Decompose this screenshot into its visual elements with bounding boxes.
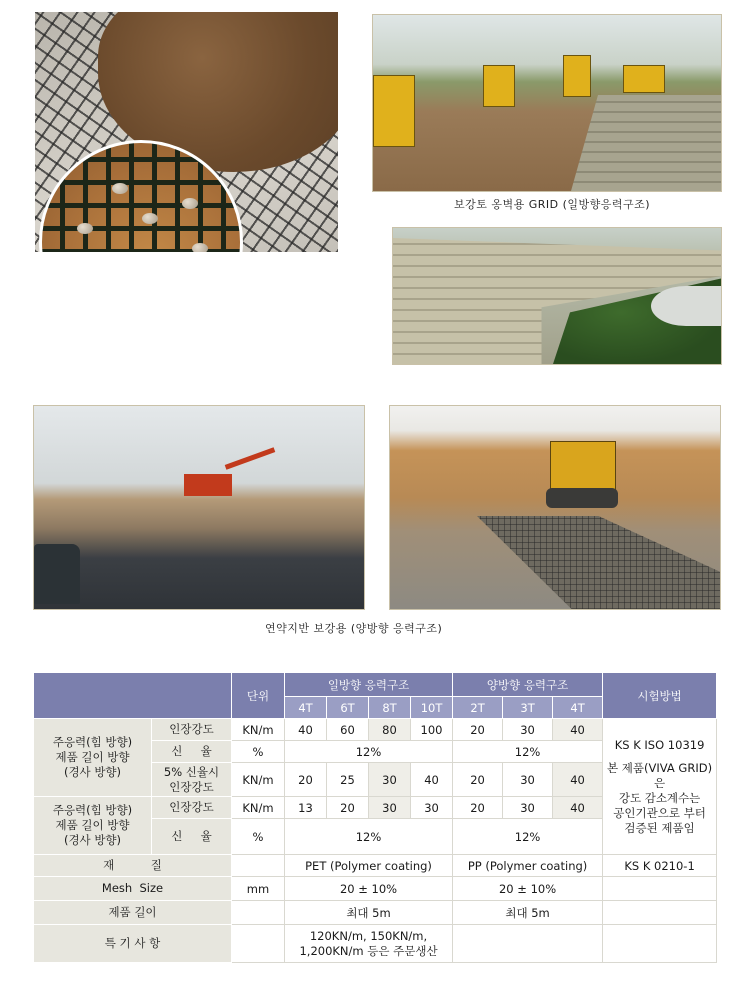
value: 20 ± 10% xyxy=(285,877,453,901)
row-elongation2-label: 신 율 xyxy=(152,819,232,855)
value: 최대 5m xyxy=(453,901,603,925)
spec-table xyxy=(33,672,717,963)
row-elongation-unit: % xyxy=(232,741,285,763)
value: 40 xyxy=(411,763,453,797)
special-note: 120KN/m, 150KN/m, 1,200KN/m 등은 주문생산 xyxy=(285,925,453,963)
value: 30 xyxy=(503,719,553,741)
value: 100 xyxy=(411,719,453,741)
value: 12% xyxy=(453,819,603,855)
excavator xyxy=(483,65,515,107)
row-tensile-unit: KN/m xyxy=(232,719,285,741)
loader xyxy=(563,55,591,97)
value: KS K 0210-1 xyxy=(603,855,717,877)
truck xyxy=(623,65,665,93)
value: 20 xyxy=(285,763,327,797)
value: 20 ± 10% xyxy=(453,877,603,901)
group1-label: 주응력(힘 방향) 제품 길이 방향 (경사 방향) xyxy=(34,719,152,797)
grade-8t: 8T xyxy=(369,697,411,719)
value: 60 xyxy=(327,719,369,741)
value: 30 xyxy=(503,797,553,819)
caption-soft-ground: 연약지반 보강용 (양방향 응력구조) xyxy=(265,622,443,635)
value: 25 xyxy=(327,763,369,797)
road xyxy=(651,286,721,326)
row-length-label: 제품 길이 xyxy=(34,901,232,925)
row-mesh-unit: mm xyxy=(232,877,285,901)
roller-drum xyxy=(546,488,618,508)
row-length-unit xyxy=(232,901,285,925)
block-wall xyxy=(571,95,721,191)
value-empty xyxy=(603,877,717,901)
roller-geogrid-photo xyxy=(389,405,721,610)
row-special-unit xyxy=(232,925,285,963)
grade-4t: 4T xyxy=(285,697,327,719)
header-unit: 단위 xyxy=(232,673,285,719)
value: 20 xyxy=(453,797,503,819)
value: 12% xyxy=(285,819,453,855)
header-test-method: 시험방법 xyxy=(603,673,717,719)
value: 40 xyxy=(553,797,603,819)
value: 20 xyxy=(327,797,369,819)
value: 30 xyxy=(411,797,453,819)
value: 30 xyxy=(369,763,411,797)
row-elongation-label: 신 율 xyxy=(152,741,232,763)
excavator-body xyxy=(184,474,232,496)
grade-3t: 3T xyxy=(503,697,553,719)
soft-ground-excavator-photo xyxy=(33,405,365,610)
value: PP (Polymer coating) xyxy=(453,855,603,877)
value: 30 xyxy=(503,763,553,797)
header-blank xyxy=(34,673,232,719)
value: 40 xyxy=(553,763,603,797)
row-material-label: 재 질 xyxy=(34,855,232,877)
row-tensile-5pct-label: 5% 신율시 인장강도 xyxy=(152,763,232,797)
value: 13 xyxy=(285,797,327,819)
row-tensile2-label: 인장강도 xyxy=(152,797,232,819)
row-tensile-label: 인장강도 xyxy=(152,719,232,741)
row-special-label: 특 기 사 항 xyxy=(34,925,232,963)
group2-label: 주응력(힘 방향) 제품 길이 방향 (경사 방향) xyxy=(34,797,152,855)
header-biaxial: 양방향 응력구조 xyxy=(453,673,603,697)
row-tensile-5pct-unit: KN/m xyxy=(232,763,285,797)
row-material-unit xyxy=(232,855,285,877)
header-uniaxial: 일방향 응력구조 xyxy=(285,673,453,697)
grade-4t-bi: 4T xyxy=(553,697,603,719)
grade-2t: 2T xyxy=(453,697,503,719)
finished-retaining-wall-photo xyxy=(392,227,722,365)
row-mesh-label: Mesh Size xyxy=(34,877,232,901)
row-elongation2-unit: % xyxy=(232,819,285,855)
grade-10t: 10T xyxy=(411,697,453,719)
value: 12% xyxy=(285,741,453,763)
value-empty xyxy=(603,901,717,925)
value: 12% xyxy=(453,741,603,763)
caption-retaining-wall: 보강토 옹벽용 GRID (일방향응력구조) xyxy=(454,198,651,211)
value: PET (Polymer coating) xyxy=(285,855,453,877)
grade-6t: 6T xyxy=(327,697,369,719)
value: 40 xyxy=(553,719,603,741)
row-tensile2-unit: KN/m xyxy=(232,797,285,819)
excavator xyxy=(373,75,415,147)
value-empty xyxy=(453,925,603,963)
excavator-arm xyxy=(225,447,276,469)
value: 20 xyxy=(453,719,503,741)
value: 30 xyxy=(369,797,411,819)
value: 최대 5m xyxy=(285,901,453,925)
geogrid-closeup-photo xyxy=(35,12,338,252)
test-method-note: KS K ISO 10319 본 제품(VIVA GRID)은 강도 감소계수는 공인기관으로 부터 검증된 제품임 xyxy=(603,719,717,855)
retaining-wall-construction-photo xyxy=(372,14,722,192)
value: 20 xyxy=(453,763,503,797)
value: 80 xyxy=(369,719,411,741)
value-empty xyxy=(603,925,717,963)
value: 40 xyxy=(285,719,327,741)
geogrid-sheet xyxy=(450,516,720,609)
car xyxy=(34,544,80,604)
